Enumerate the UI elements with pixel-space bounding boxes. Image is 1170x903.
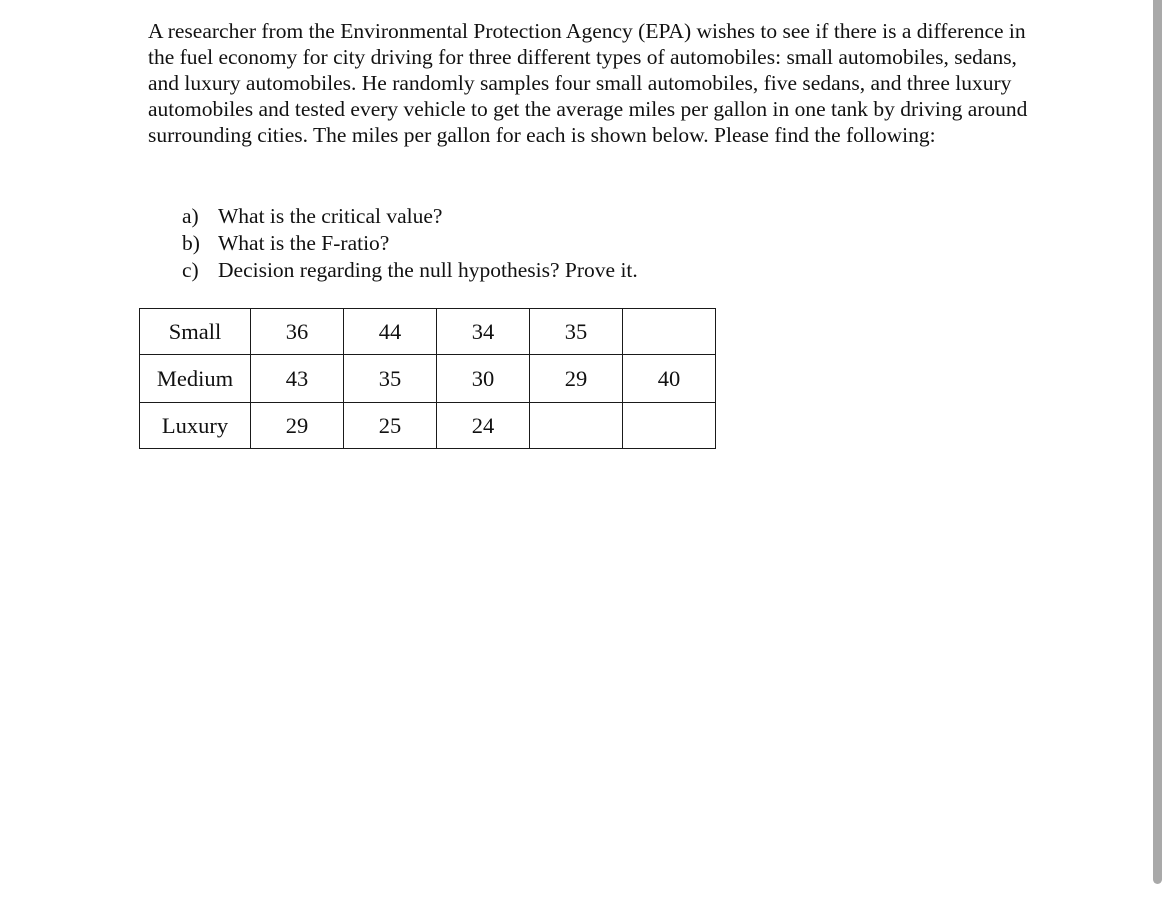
question-marker: a) [182, 204, 199, 228]
question-text: What is the critical value? [218, 204, 443, 228]
table-cell: 34 [437, 309, 530, 355]
document-body [148, 18, 1033, 148]
row-label: Luxury [140, 403, 251, 449]
mpg-data-table [139, 308, 716, 449]
table-cell: 43 [251, 355, 344, 403]
table-row [140, 309, 716, 355]
table-cell: 36 [251, 309, 344, 355]
table-cell [530, 403, 623, 449]
table-cell: 25 [344, 403, 437, 449]
table-cell: 30 [437, 355, 530, 403]
table-cell: 29 [251, 403, 344, 449]
question-marker: b) [182, 231, 200, 255]
table-cell [623, 309, 716, 355]
question-text: What is the F-ratio? [218, 231, 390, 255]
vertical-scrollbar[interactable] [1153, 0, 1162, 884]
table-row [140, 355, 716, 403]
question-item [182, 257, 638, 284]
question-item [182, 230, 638, 257]
table-row [140, 403, 716, 449]
table-cell: 29 [530, 355, 623, 403]
row-label: Medium [140, 355, 251, 403]
problem-paragraph: A researcher from the Environmental Protection Agency (EPA) wishes to see if there is a difference in the fuel economy for city driving for three different types of automobiles: small automobiles, sedans, and luxury automobiles. He randomly samples four small automobiles, five sedans, and three luxury automobiles and tested every vehicle to get the average miles per gallon in one tank by driving around surrounding cities. The miles per gallon for each is shown below. Please find the following: [148, 19, 1028, 147]
table-cell: 44 [344, 309, 437, 355]
table-cell [623, 403, 716, 449]
table-cell: 35 [530, 309, 623, 355]
table-cell: 40 [623, 355, 716, 403]
row-label: Small [140, 309, 251, 355]
question-marker: c) [182, 258, 199, 282]
question-list [182, 203, 638, 284]
question-item [182, 203, 638, 230]
table-cell: 35 [344, 355, 437, 403]
question-text: Decision regarding the null hypothesis? Prove it. [218, 258, 638, 282]
table-cell: 24 [437, 403, 530, 449]
